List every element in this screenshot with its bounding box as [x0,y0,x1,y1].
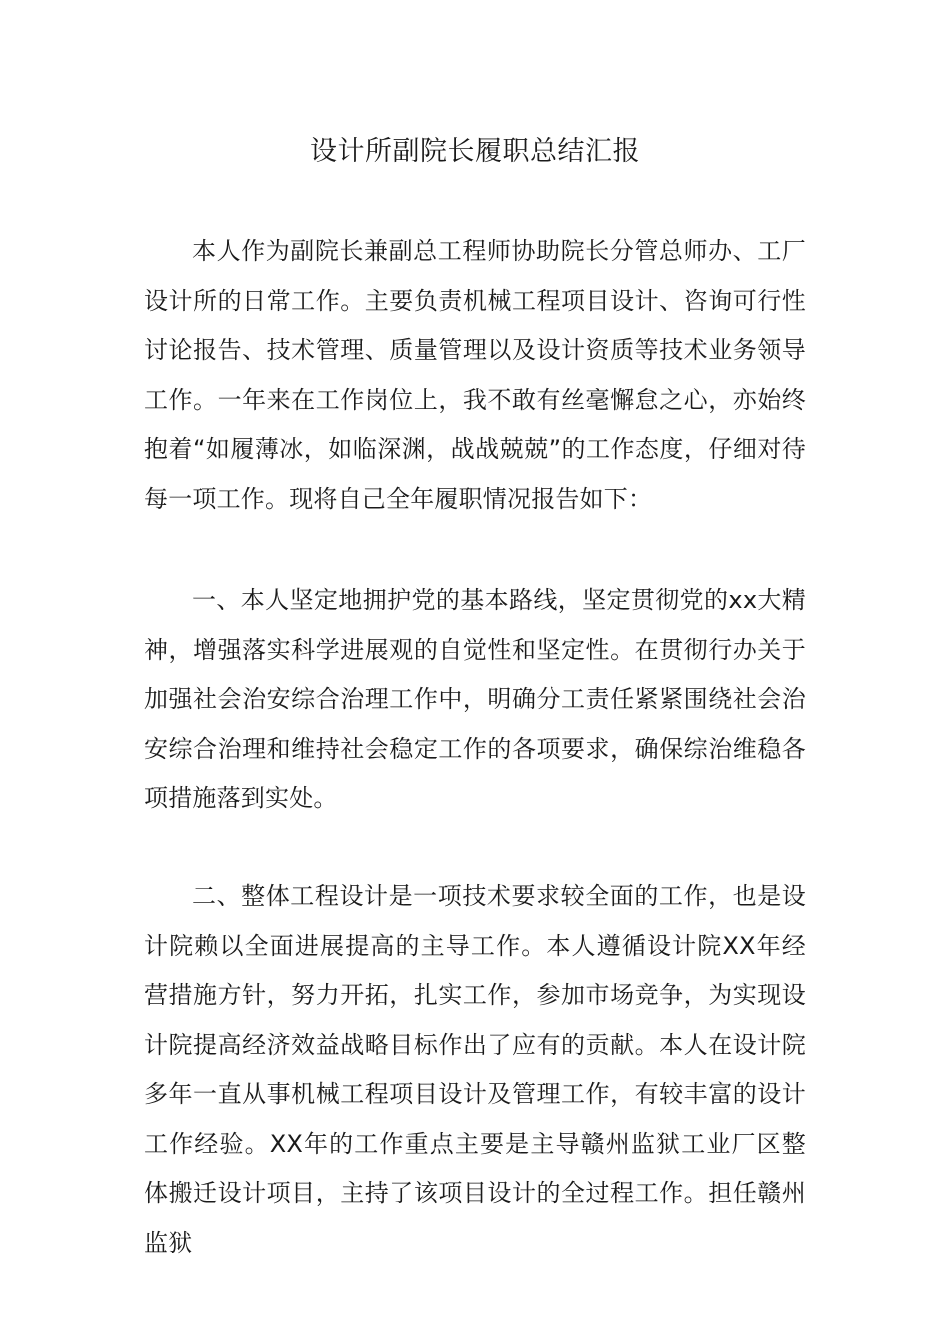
document-title: 设计所副院长履职总结汇报 [310,136,640,167]
paragraph-section-one: 一、本人坚定地拥护党的基本路线，坚定贯彻党的xx大精神，增强落实科学进展观的自觉性和坚定性。在贯彻行办关于加强社会治安综合治理工作中，明确分工责任紧紧围绕社会治安综合治理和维持社会稳定工作的各项要求，确保综治维稳各项措施落到实处。 [144,586,806,812]
paragraph-section-two: 二、整体工程设计是一项技术要求较全面的工作，也是设计院赖以全面进展提高的主导工作。本人遵循设计院XX年经营措施方针，努力开拓，扎实工作，参加市场竞争，为实现设计院提高经济效益战略目标作出了应有的贡献。本人在设计院多年一直从事机械工程项目设计及管理工作，有较丰富的设计工作经验。XX年的工作重点主要是主导赣州监狱工业厂区整体搬迁设计项目，主持了该项目设计的全过程工作。担任赣州监狱 [144,882,806,1257]
paragraph-intro: 本人作为副院长兼副总工程师协助院长分管总师办、工厂设计所的日常工作。主要负责机械工程项目设计、咨询可行性讨论报告、技术管理、质量管理以及设计资质等技术业务领导工作。一年来在工作岗位上，我不敢有丝毫懈怠之心，亦始终抱着“如履薄冰，如临深渊，战战兢兢”的工作态度，仔细对待每一项工作。现将自己全年履职情况报告如下： [144,237,806,513]
